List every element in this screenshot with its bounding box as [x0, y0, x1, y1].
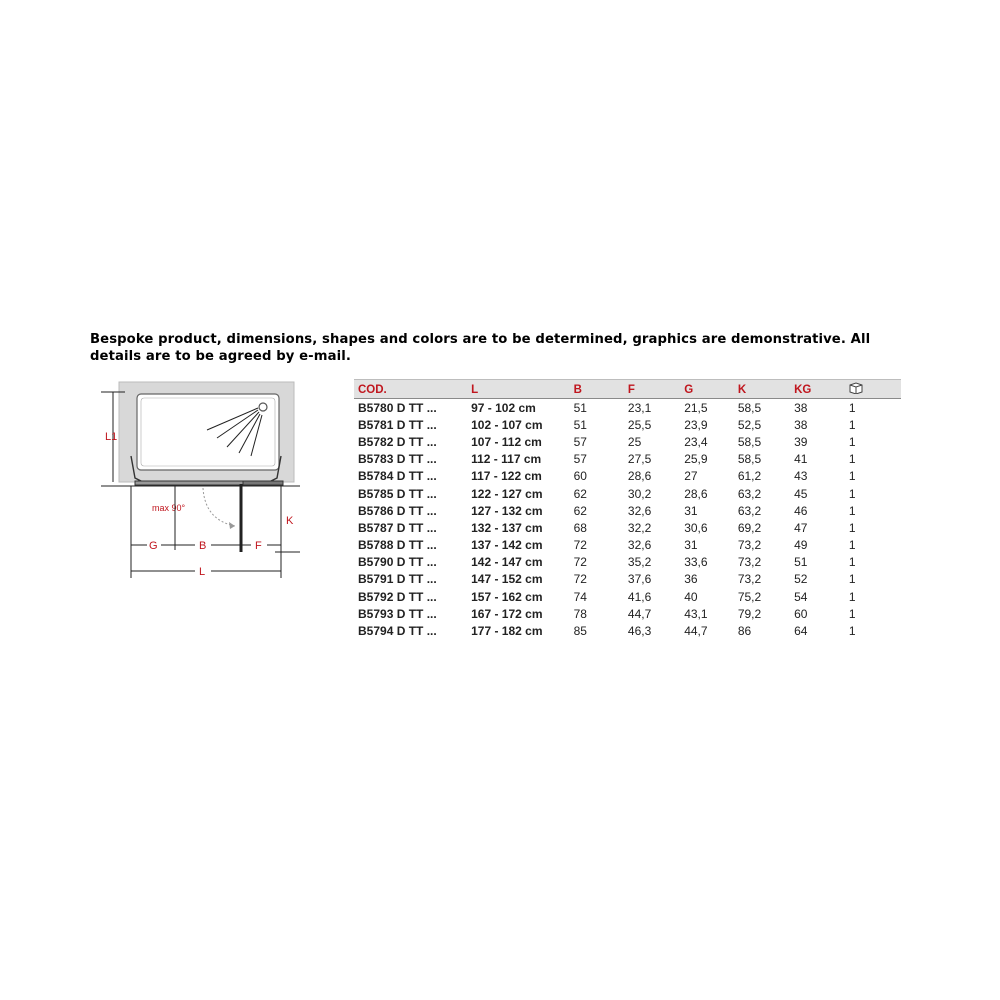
table-row	[354, 433, 901, 450]
cell-length: 117 - 122 cm	[471, 469, 542, 484]
cell-b: 62	[573, 503, 587, 518]
cell-g: 30,6	[684, 520, 708, 535]
cell-packages: 1	[848, 486, 856, 501]
cell-code: B5783 D TT ...	[358, 452, 437, 467]
cell-g: 31	[684, 538, 698, 553]
cell-weight: 45	[794, 486, 808, 501]
cell-length: 107 - 112 cm	[471, 434, 542, 449]
cell-code: B5784 D TT ...	[358, 469, 437, 484]
cell-weight: 39	[794, 434, 808, 449]
cell-code: B5788 D TT ...	[358, 538, 437, 553]
cell-code: B5794 D TT ...	[358, 624, 437, 639]
cell-weight: 52	[794, 572, 808, 587]
table-row	[354, 554, 901, 571]
l1-label: L1	[105, 431, 118, 443]
cell-code: B5786 D TT ...	[358, 503, 437, 518]
cell-b: 78	[573, 606, 587, 621]
cell-k: 61,2	[737, 469, 762, 484]
cell-k: 58,5	[737, 434, 762, 449]
package-box-icon	[849, 382, 863, 394]
cell-b: 57	[573, 452, 587, 467]
cell-code: B5790 D TT ...	[358, 555, 437, 570]
cell-k: 52,5	[737, 417, 762, 432]
table-row	[354, 605, 901, 622]
cell-f: 23,1	[627, 400, 652, 415]
max-angle-label: max 90°	[152, 503, 186, 513]
product-description: Bespoke product, dimensions, shapes and colors are to be determined, graphics are demonstrative. All details are to be agreed by e-mail.	[90, 332, 871, 364]
table-row	[354, 451, 901, 468]
cell-code: B5787 D TT ...	[358, 520, 437, 535]
cell-weight: 41	[794, 452, 808, 467]
cell-f: 30,2	[627, 486, 652, 501]
cell-g: 27	[684, 469, 698, 484]
cell-b: 85	[573, 624, 587, 639]
cell-k: 69,2	[737, 520, 762, 535]
header-b: B	[570, 380, 624, 399]
cell-f: 37,6	[627, 572, 652, 587]
cell-f: 28,6	[627, 469, 652, 484]
cell-weight: 47	[794, 520, 808, 535]
cell-k: 73,2	[737, 555, 762, 570]
header-cod: COD.	[354, 380, 467, 399]
cell-f: 27,5	[627, 452, 652, 467]
cell-b: 51	[573, 400, 587, 415]
cell-b: 60	[573, 469, 587, 484]
cell-packages: 1	[848, 520, 856, 535]
table-row	[354, 588, 901, 605]
cell-k: 86	[737, 624, 752, 639]
cell-weight: 49	[794, 538, 808, 553]
cell-k: 73,2	[737, 538, 762, 553]
cell-length: 142 - 147 cm	[471, 555, 543, 570]
cell-g: 28,6	[684, 486, 708, 501]
cell-f: 35,2	[627, 555, 652, 570]
table-header-row	[354, 380, 901, 399]
table-row	[354, 537, 901, 554]
cell-packages: 1	[848, 503, 856, 518]
header-k: K	[734, 380, 790, 399]
cell-f: 41,6	[627, 589, 652, 604]
table-row	[354, 502, 901, 519]
cell-b: 72	[573, 538, 587, 553]
cell-k: 58,5	[737, 400, 762, 415]
table-row	[354, 622, 901, 639]
cell-length: 167 - 172 cm	[471, 606, 543, 621]
cell-f: 25,5	[627, 417, 652, 432]
cell-weight: 38	[794, 400, 808, 415]
table-row	[354, 571, 901, 588]
cell-length: 157 - 162 cm	[471, 589, 543, 604]
cell-weight: 43	[794, 469, 808, 484]
f-label: F	[255, 540, 262, 552]
cell-length: 112 - 117 cm	[471, 452, 542, 467]
cell-f: 44,7	[627, 606, 652, 621]
cell-code: B5785 D TT ...	[358, 486, 437, 501]
cell-length: 97 - 102 cm	[471, 400, 536, 415]
cell-code: B5791 D TT ...	[358, 572, 437, 587]
cell-length: 147 - 152 cm	[471, 572, 543, 587]
cell-b: 68	[573, 520, 587, 535]
header-g: G	[680, 380, 734, 399]
cell-packages: 1	[848, 555, 856, 570]
cell-packages: 1	[848, 589, 856, 604]
table-row	[354, 485, 901, 502]
cell-packages: 1	[848, 400, 856, 415]
product-spec-table	[354, 379, 901, 640]
cell-length: 177 - 182 cm	[471, 624, 543, 639]
cell-packages: 1	[848, 434, 856, 449]
l-label: L	[199, 566, 206, 578]
cell-f: 25	[627, 434, 642, 449]
cell-code: B5792 D TT ...	[358, 589, 437, 604]
cell-k: 73,2	[737, 572, 762, 587]
cell-length: 102 - 107 cm	[471, 417, 543, 432]
cell-g: 21,5	[684, 400, 708, 415]
cell-code: B5780 D TT ...	[358, 400, 437, 415]
cell-b: 62	[573, 486, 587, 501]
cell-code: B5793 D TT ...	[358, 606, 437, 621]
cell-k: 79,2	[737, 606, 762, 621]
cell-g: 23,9	[684, 417, 708, 432]
header-f: F	[624, 380, 680, 399]
cell-packages: 1	[848, 572, 856, 587]
cell-k: 63,2	[737, 503, 762, 518]
cell-packages: 1	[848, 606, 856, 621]
cell-length: 137 - 142 cm	[471, 538, 543, 553]
header-l: L	[467, 380, 570, 399]
cell-g: 33,6	[684, 555, 708, 570]
cell-length: 122 - 127 cm	[471, 486, 543, 501]
cell-g: 40	[684, 589, 698, 604]
cell-f: 32,6	[627, 538, 652, 553]
cell-g: 36	[684, 572, 698, 587]
cell-packages: 1	[848, 417, 856, 432]
cell-weight: 51	[794, 555, 808, 570]
swing-arc-icon	[203, 488, 235, 526]
cell-packages: 1	[848, 624, 856, 639]
cell-g: 43,1	[684, 606, 708, 621]
cell-b: 72	[573, 555, 587, 570]
cell-b: 51	[573, 417, 587, 432]
cell-g: 23,4	[684, 434, 708, 449]
cell-f: 32,2	[627, 520, 652, 535]
cell-b: 57	[573, 434, 587, 449]
table-row	[354, 519, 901, 536]
table-row	[354, 468, 901, 485]
cell-code: B5782 D TT ...	[358, 434, 437, 449]
b-label: B	[199, 540, 207, 552]
cell-weight: 46	[794, 503, 808, 518]
table-row	[354, 399, 901, 417]
cell-length: 127 - 132 cm	[471, 503, 543, 518]
cell-weight: 64	[794, 624, 808, 639]
cell-packages: 1	[848, 538, 856, 553]
cell-g: 44,7	[684, 624, 708, 639]
cell-packages: 1	[848, 469, 856, 484]
cell-weight: 60	[794, 606, 808, 621]
cell-f: 46,3	[627, 624, 652, 639]
cell-packages: 1	[848, 452, 856, 467]
cell-b: 74	[573, 589, 587, 604]
cell-g: 25,9	[684, 452, 708, 467]
cell-k: 75,2	[737, 589, 762, 604]
header-kg: KG	[790, 380, 845, 399]
cell-k: 63,2	[737, 486, 762, 501]
k-label: K	[286, 515, 294, 527]
shower-door-diagram	[95, 380, 305, 580]
cell-b: 72	[573, 572, 587, 587]
cell-weight: 54	[794, 589, 808, 604]
cell-code: B5781 D TT ...	[358, 417, 437, 432]
cell-g: 31	[684, 503, 698, 518]
g-label: G	[149, 540, 158, 552]
cell-weight: 38	[794, 417, 808, 432]
cell-k: 58,5	[737, 452, 762, 467]
cell-length: 132 - 137 cm	[471, 520, 543, 535]
header-package	[845, 380, 901, 399]
cell-f: 32,6	[627, 503, 652, 518]
table-row	[354, 416, 901, 433]
